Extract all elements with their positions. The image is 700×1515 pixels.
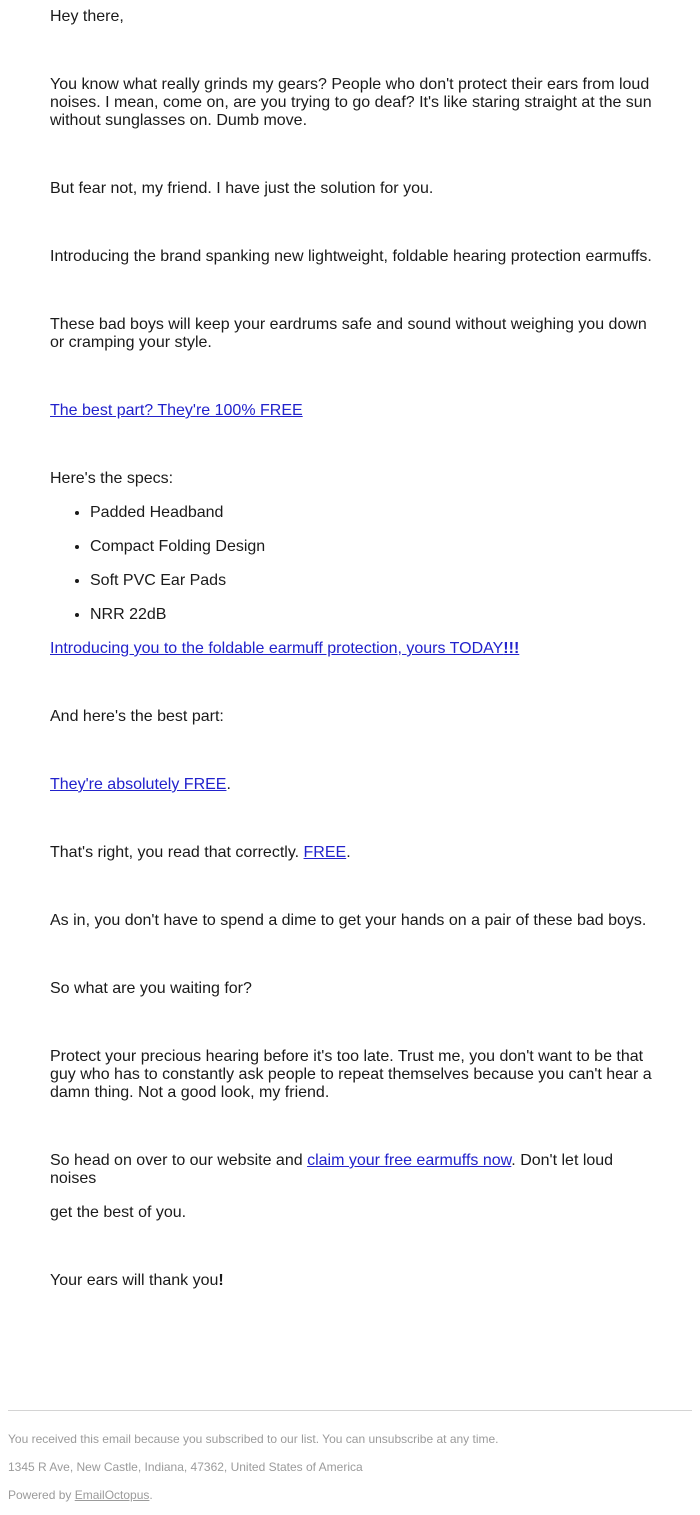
closing-bang: !	[218, 1272, 224, 1289]
protect-paragraph: Protect your precious hearing before it's too late. Trust me, you don't want to be that guy who has to constantly ask people to repeat themselves because you can't hear a damn thing. Not a good look, my friend.	[50, 1048, 652, 1101]
foldable-earmuff-link-text: Introducing you to the foldable earmuff protection, yours TODAY	[50, 640, 504, 657]
email-footer	[8, 1410, 692, 1502]
waiting-paragraph: So what are you waiting for?	[50, 980, 252, 997]
absolutely-free-link[interactable]: They're absolutely FREE	[50, 776, 227, 793]
powered-by-text: Powered by	[8, 1488, 75, 1502]
free-link[interactable]: FREE	[303, 844, 347, 861]
dime-paragraph: As in, you don't have to spend a dime to get your hands on a pair of these bad boys.	[50, 912, 647, 929]
head-over-after: . Don't let loud noises	[50, 1152, 614, 1187]
head-over-paragraph	[50, 1152, 660, 1188]
intro-paragraph: You know what really grinds my gears? People who don't protect their ears from loud noises. I mean, come on, are you trying to go deaf? It's like staring straight at the sun without sunglasses on. Dumb move.	[50, 76, 652, 129]
email-body	[50, 8, 660, 1290]
specs-intro: Here's the specs:	[50, 470, 174, 487]
best-part-free-link[interactable]: The best part? They're 100% FREE	[50, 402, 303, 419]
product-intro-paragraph: Introducing the brand spanking new lightweight, foldable hearing protection earmuffs.	[50, 248, 652, 265]
absolutely-free-line	[50, 776, 660, 794]
get-best-paragraph: get the best of you.	[50, 1204, 187, 1221]
specs-list	[50, 504, 660, 624]
closing-text: Your ears will thank you	[50, 1272, 219, 1289]
foldable-earmuff-link[interactable]	[50, 640, 519, 657]
product-benefit-paragraph: These bad boys will keep your eardrums safe and sound without weighing you down or cramping your style.	[50, 316, 647, 351]
best-part-link-line	[50, 402, 660, 420]
powered-by-period: .	[149, 1488, 153, 1502]
read-correctly-line	[50, 844, 660, 862]
foldable-earmuff-link-bang: !!!	[503, 640, 520, 657]
closing-line	[50, 1272, 660, 1290]
read-correctly-text: That's right, you read that correctly.	[50, 844, 304, 861]
solution-paragraph: But fear not, my friend. I have just the solution for you.	[50, 180, 434, 197]
spec-item: • Compact Folding Design	[90, 538, 660, 556]
powered-by-line	[8, 1488, 692, 1502]
free-period: .	[346, 844, 351, 861]
intro-link-line	[50, 640, 660, 658]
subscription-notice: You received this email because you subscribed to our list. You can unsubscribe at any time.	[8, 1432, 499, 1446]
spec-item: • NRR 22dB	[90, 606, 660, 624]
spec-item: • Soft PVC Ear Pads	[90, 572, 660, 590]
spec-item: • Padded Headband	[90, 504, 660, 522]
claim-earmuffs-link[interactable]: claim your free earmuffs now	[307, 1152, 512, 1169]
emailoctopus-link[interactable]: EmailOctopus	[74, 1488, 150, 1502]
postal-address: 1345 R Ave, New Castle, Indiana, 47362, United States of America	[8, 1460, 363, 1474]
absolutely-free-period: .	[226, 776, 231, 793]
best-part-line: And here's the best part:	[50, 708, 224, 725]
greeting: Hey there,	[50, 8, 124, 25]
head-over-before: So head on over to our website and	[50, 1152, 308, 1169]
